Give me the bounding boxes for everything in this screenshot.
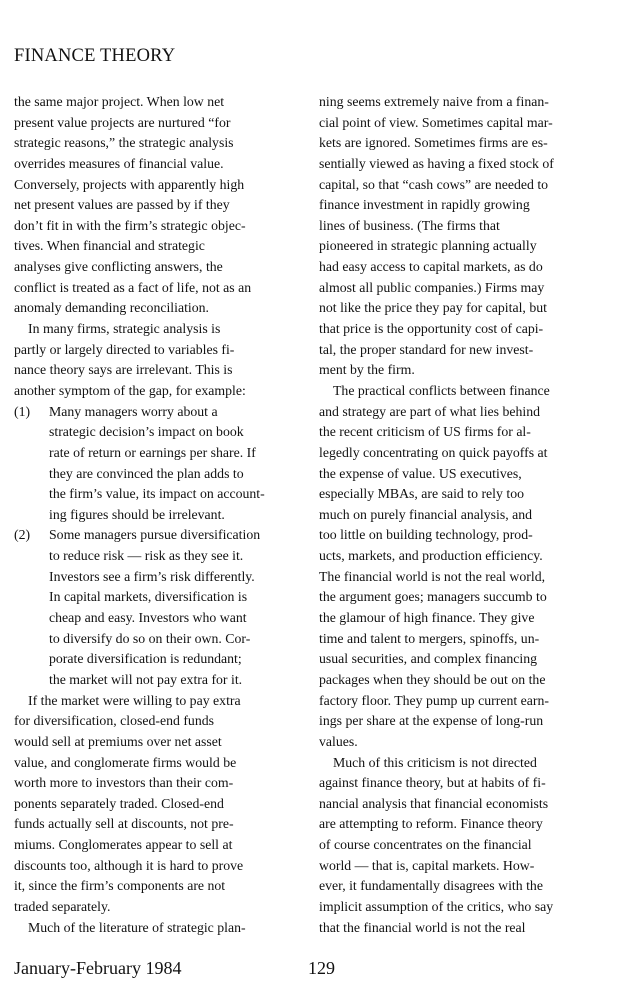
- text-line: discounts too, although it is hard to prove: [14, 857, 244, 873]
- text-line: In capital markets, diversification is: [49, 589, 248, 605]
- text-line: and strategy are part of what lies behind: [319, 403, 541, 419]
- text-line: don’t fit in with the firm’s strategic objec-: [14, 217, 246, 233]
- text-line: traded separately.: [14, 898, 111, 914]
- text-line: nance theory says are irrelevant. This is: [14, 362, 233, 378]
- list-marker-1: (1): [14, 403, 31, 419]
- text-line: that price is the opportunity cost of capi-: [319, 321, 544, 337]
- text-line: the market will not pay extra for it.: [49, 671, 243, 687]
- text-line: present value projects are nurtured “for: [14, 114, 231, 130]
- paragraph-start: Much of the literature of strategic plan-: [28, 919, 246, 935]
- running-header: FINANCE THEORY: [14, 46, 176, 66]
- text-line: ever, it fundamentally disagrees with the: [319, 878, 543, 894]
- text-line: lines of business. (The firms that: [319, 217, 500, 233]
- text-line: worth more to investors than their com-: [14, 775, 234, 791]
- text-line: that the financial world is not the real: [319, 919, 526, 935]
- text-line: analyses give conflicting answers, the: [14, 259, 223, 275]
- text-line: the expense of value. US executives,: [319, 465, 522, 481]
- page-number: 129: [308, 958, 335, 978]
- text-line: pioneered in strategic planning actually: [319, 238, 537, 254]
- text-line: usual securities, and complex financing: [319, 651, 538, 667]
- text-line: too little on building technology, prod-: [319, 527, 533, 543]
- text-line: had easy access to capital markets, as do: [319, 259, 543, 275]
- text-line: are attempting to reform. Finance theory: [319, 816, 543, 832]
- text-line: Many managers worry about a: [49, 403, 218, 419]
- text-line: world — that is, capital markets. How-: [319, 857, 535, 873]
- paragraph-start: In many firms, strategic analysis is: [28, 321, 221, 337]
- text-line: The financial world is not the real world,: [319, 568, 546, 584]
- text-line: finance investment in rapidly growing: [319, 197, 530, 213]
- text-line: not like the price they pay for capital, but: [319, 300, 547, 316]
- text-line: Some managers pursue diversification: [49, 527, 261, 543]
- text-line: tal, the proper standard for new invest-: [319, 341, 534, 357]
- text-line: kets are ignored. Sometimes firms are es-: [319, 135, 548, 151]
- text-line: value, and conglomerate firms would be: [14, 754, 237, 770]
- text-line: Investors see a firm’s risk differently.: [49, 568, 255, 584]
- text-line: the glamour of high finance. They give: [319, 610, 535, 626]
- text-line: ing figures should be irrelevant.: [49, 506, 225, 522]
- text-line: ning seems extremely naive from a finan-: [319, 94, 549, 109]
- text-line: ponents separately traded. Closed-end: [14, 795, 224, 811]
- paragraph-start: If the market were willing to pay extra: [28, 692, 241, 708]
- text-line: capital, so that “cash cows” are needed to: [319, 176, 549, 192]
- text-line: ings per share at the expense of long-run: [319, 713, 544, 729]
- text-line: the recent criticism of US firms for al-: [319, 424, 531, 440]
- text-line: net present values are passed by if they: [14, 197, 230, 213]
- text-line: would sell at premiums over net asset: [14, 733, 222, 749]
- text-line: Conversely, projects with apparently high: [14, 176, 245, 192]
- text-line: conflict is treated as a fact of life, not as an: [14, 279, 252, 295]
- text-line: for diversification, closed-end funds: [14, 713, 214, 729]
- text-line: time and talent to mergers, spinoffs, un-: [319, 630, 540, 646]
- text-line: of course concentrates on the financial: [319, 837, 532, 853]
- text-line: much on purely financial analysis, and: [319, 506, 533, 522]
- list-marker-2: (2): [14, 527, 31, 543]
- text-line: strategic decision’s impact on book: [49, 424, 244, 440]
- text-line: nancial analysis that financial economists: [319, 795, 549, 811]
- text-line: anomaly demanding reconciliation.: [14, 300, 210, 316]
- text-line: factory floor. They pump up current earn-: [319, 692, 549, 708]
- text-line: funds actually sell at discounts, not pre-: [14, 816, 234, 832]
- text-line: rate of return or earnings per share. If: [49, 444, 256, 460]
- text-line: cheap and easy. Investors who want: [49, 610, 247, 626]
- text-line: sentially viewed as having a fixed stock of: [319, 155, 554, 171]
- text-line: overrides measures of financial value.: [14, 155, 224, 171]
- text-line: they are convinced the plan adds to: [49, 465, 244, 481]
- text-line: partly or largely directed to variables fi-: [14, 341, 235, 357]
- text-line: strategic reasons,” the strategic analysis: [14, 135, 234, 151]
- text-line: especially MBAs, are said to rely too: [319, 486, 524, 502]
- text-line: to reduce risk — risk as they see it.: [49, 548, 244, 564]
- footer-issue-date: January-February 1984: [14, 958, 182, 978]
- list-item-2-line: [14, 525, 303, 546]
- right-column: [319, 92, 604, 938]
- text-line: ucts, markets, and production efficiency.: [319, 548, 543, 564]
- list-item-1-line: [14, 402, 303, 423]
- text-line: the argument goes; managers succumb to: [319, 589, 547, 605]
- text-line: legedly concentrating on quick payoffs at: [319, 444, 548, 460]
- paragraph-start: The practical conflicts between finance: [333, 382, 550, 398]
- text-line: it, since the firm’s components are not: [14, 878, 226, 894]
- text-line: against finance theory, but at habits of fi-: [319, 775, 546, 791]
- text-line: porate diversification is redundant;: [49, 651, 242, 667]
- paragraph-start: Much of this criticism is not directed: [333, 754, 537, 770]
- text-line: almost all public companies.) Firms may: [319, 279, 545, 295]
- text-line: the firm’s value, its impact on account-: [49, 486, 265, 502]
- text-line: values.: [319, 733, 358, 749]
- left-column: [14, 92, 303, 938]
- text-line: packages when they should be out on the: [319, 671, 546, 687]
- text-line: implicit assumption of the critics, who say: [319, 898, 554, 914]
- text-line: tives. When financial and strategic: [14, 238, 205, 254]
- text-line: cial point of view. Sometimes capital mar-: [319, 114, 553, 130]
- text-line: another symptom of the gap, for example:: [14, 382, 246, 398]
- text-line: to diversify do so on their own. Cor-: [49, 630, 251, 646]
- text-line: the same major project. When low net: [14, 94, 225, 109]
- text-line: ment by the firm.: [319, 362, 415, 378]
- text-line: miums. Conglomerates appear to sell at: [14, 837, 233, 853]
